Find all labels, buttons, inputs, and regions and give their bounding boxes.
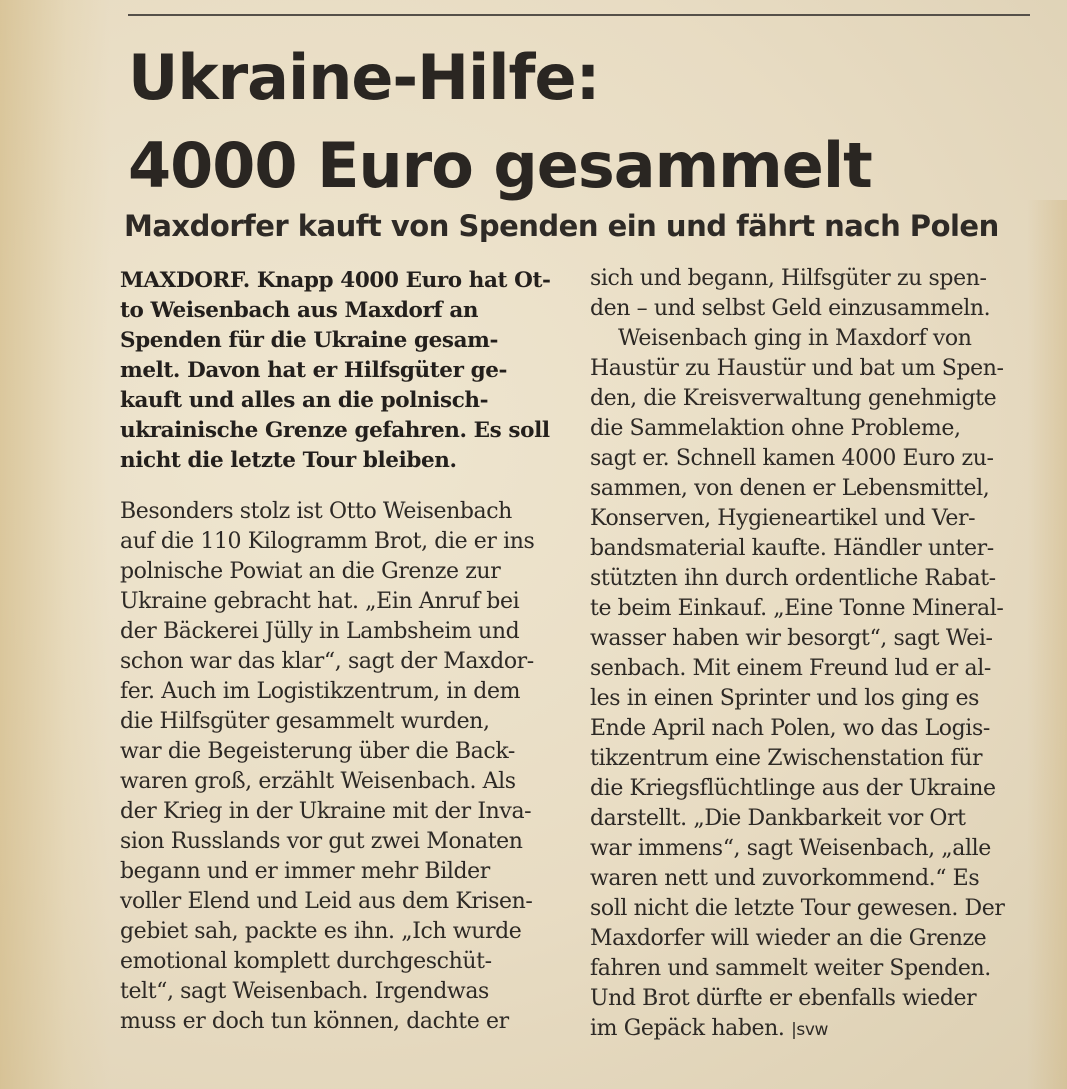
body-line: Weisenbach ging in Maxdorf von (618, 326, 972, 351)
body-line: soll nicht die letzte Tour gewesen. Der (590, 896, 1005, 921)
article-headline (128, 34, 1028, 210)
article-subhead: Maxdorfer kauft von Spenden ein und fährt nach Polen (124, 209, 999, 243)
body-line: sich und begann, Hilfsgüter zu spen- (590, 266, 987, 291)
lead-line: kauft und alles an die polnisch- (120, 388, 489, 413)
headline-line-1: Ukraine-Hilfe: (128, 41, 600, 114)
body-line: sammen, von denen er Lebensmittel, (590, 476, 990, 501)
body-line: sagt er. Schnell kamen 4000 Euro zu- (590, 446, 994, 471)
body-paragraph-1-continued (590, 264, 1040, 324)
body-line: waren groß, erzählt Weisenbach. Als (120, 769, 516, 794)
body-line: te beim Einkauf. „Eine Tonne Mineral- (590, 596, 1004, 621)
body-line: waren nett und zuvorkommend.“ Es (590, 866, 980, 891)
headline-line-2: 4000 Euro gesammelt (128, 129, 872, 202)
body-line: gebiet sah, packte es ihn. „Ich wurde (120, 919, 522, 944)
body-line: schon war das klar“, sagt der Maxdor- (120, 649, 534, 674)
column-right (590, 264, 1040, 1045)
body-line: fer. Auch im Logistikzentrum, in dem (120, 679, 521, 704)
body-line: die Kriegsflüchtlinge aus der Ukraine (590, 776, 996, 801)
body-line: Ukraine gebracht hat. „Ein Anruf bei (120, 589, 520, 614)
paper-stain-left (0, 0, 110, 1089)
body-line: tikzentrum eine Zwischenstation für (590, 746, 983, 771)
body-line: senbach. Mit einem Freund lud er al- (590, 656, 991, 681)
lead-line: melt. Davon hat er Hilfsgüter ge- (120, 358, 508, 383)
body-line: Haustür zu Haustür und bat um Spen- (590, 356, 1004, 381)
column-left (120, 266, 560, 1037)
paragraph-gap (120, 476, 560, 497)
body-line: Konserven, Hygieneartikel und Ver- (590, 506, 976, 531)
body-line: die Hilfsgüter gesammelt wurden, (120, 709, 490, 734)
author-credit: |svw (791, 1020, 829, 1040)
body-line: stützten ihn durch ordentliche Rabat- (590, 566, 996, 591)
body-line: voller Elend und Leid aus dem Krisen- (120, 889, 533, 914)
lead-line: MAXDORF. Knapp 4000 Euro hat Ot- (120, 268, 551, 293)
body-line: wasser haben wir besorgt“, sagt Wei- (590, 626, 993, 651)
top-rule (128, 14, 1030, 16)
lead-line: Spenden für die Ukraine gesam- (120, 328, 499, 353)
body-line: Maxdorfer will wieder an die Grenze (590, 926, 987, 951)
lead-line: nicht die letzte Tour bleiben. (120, 448, 457, 473)
body-last-line (590, 1014, 1040, 1045)
lead-line: to Weisenbach aus Maxdorf an (120, 298, 479, 323)
body-line: les in einen Sprinter und los ging es (590, 686, 980, 711)
body-line: war die Begeisterung über die Back- (120, 739, 515, 764)
body-paragraph-1 (120, 497, 560, 1037)
body-line: Besonders stolz ist Otto Weisenbach (120, 499, 512, 524)
body-line: der Krieg in der Ukraine mit der Inva- (120, 799, 532, 824)
body-line: fahren und sammelt weiter Spenden. (590, 956, 991, 981)
body-line: der Bäckerei Jülly in Lambsheim und (120, 619, 520, 644)
body-line: sion Russlands vor gut zwei Monaten (120, 829, 523, 854)
lead-line: ukrainische Grenze gefahren. Es soll (120, 418, 550, 443)
body-line: Ende April nach Polen, wo das Logis- (590, 716, 990, 741)
body-line: den – und selbst Geld einzusammeln. (590, 296, 991, 321)
body-line: polnische Powiat an die Grenze zur (120, 559, 501, 584)
last-line-text: im Gepäck haben. (590, 1016, 785, 1041)
body-paragraph-2 (590, 324, 1040, 1045)
body-line: darstellt. „Die Dankbarkeit vor Ort (590, 806, 966, 831)
body-line: Und Brot dürfte er ebenfalls wieder (590, 986, 977, 1011)
body-line: bandsmaterial kaufte. Händler unter- (590, 536, 994, 561)
body-line: telt“, sagt Weisenbach. Irgendwas (120, 979, 489, 1004)
body-line: muss er doch tun können, dachte er (120, 1009, 509, 1034)
body-line: begann und er immer mehr Bilder (120, 859, 490, 884)
lead-paragraph (120, 266, 560, 476)
body-line: auf die 110 Kilogramm Brot, die er ins (120, 529, 535, 554)
body-line: die Sammelaktion ohne Probleme, (590, 416, 961, 441)
body-line: war immens“, sagt Weisenbach, „alle (590, 836, 991, 861)
body-line: den, die Kreisverwaltung genehmigte (590, 386, 997, 411)
body-line: emotional komplett durchgeschüt- (120, 949, 492, 974)
